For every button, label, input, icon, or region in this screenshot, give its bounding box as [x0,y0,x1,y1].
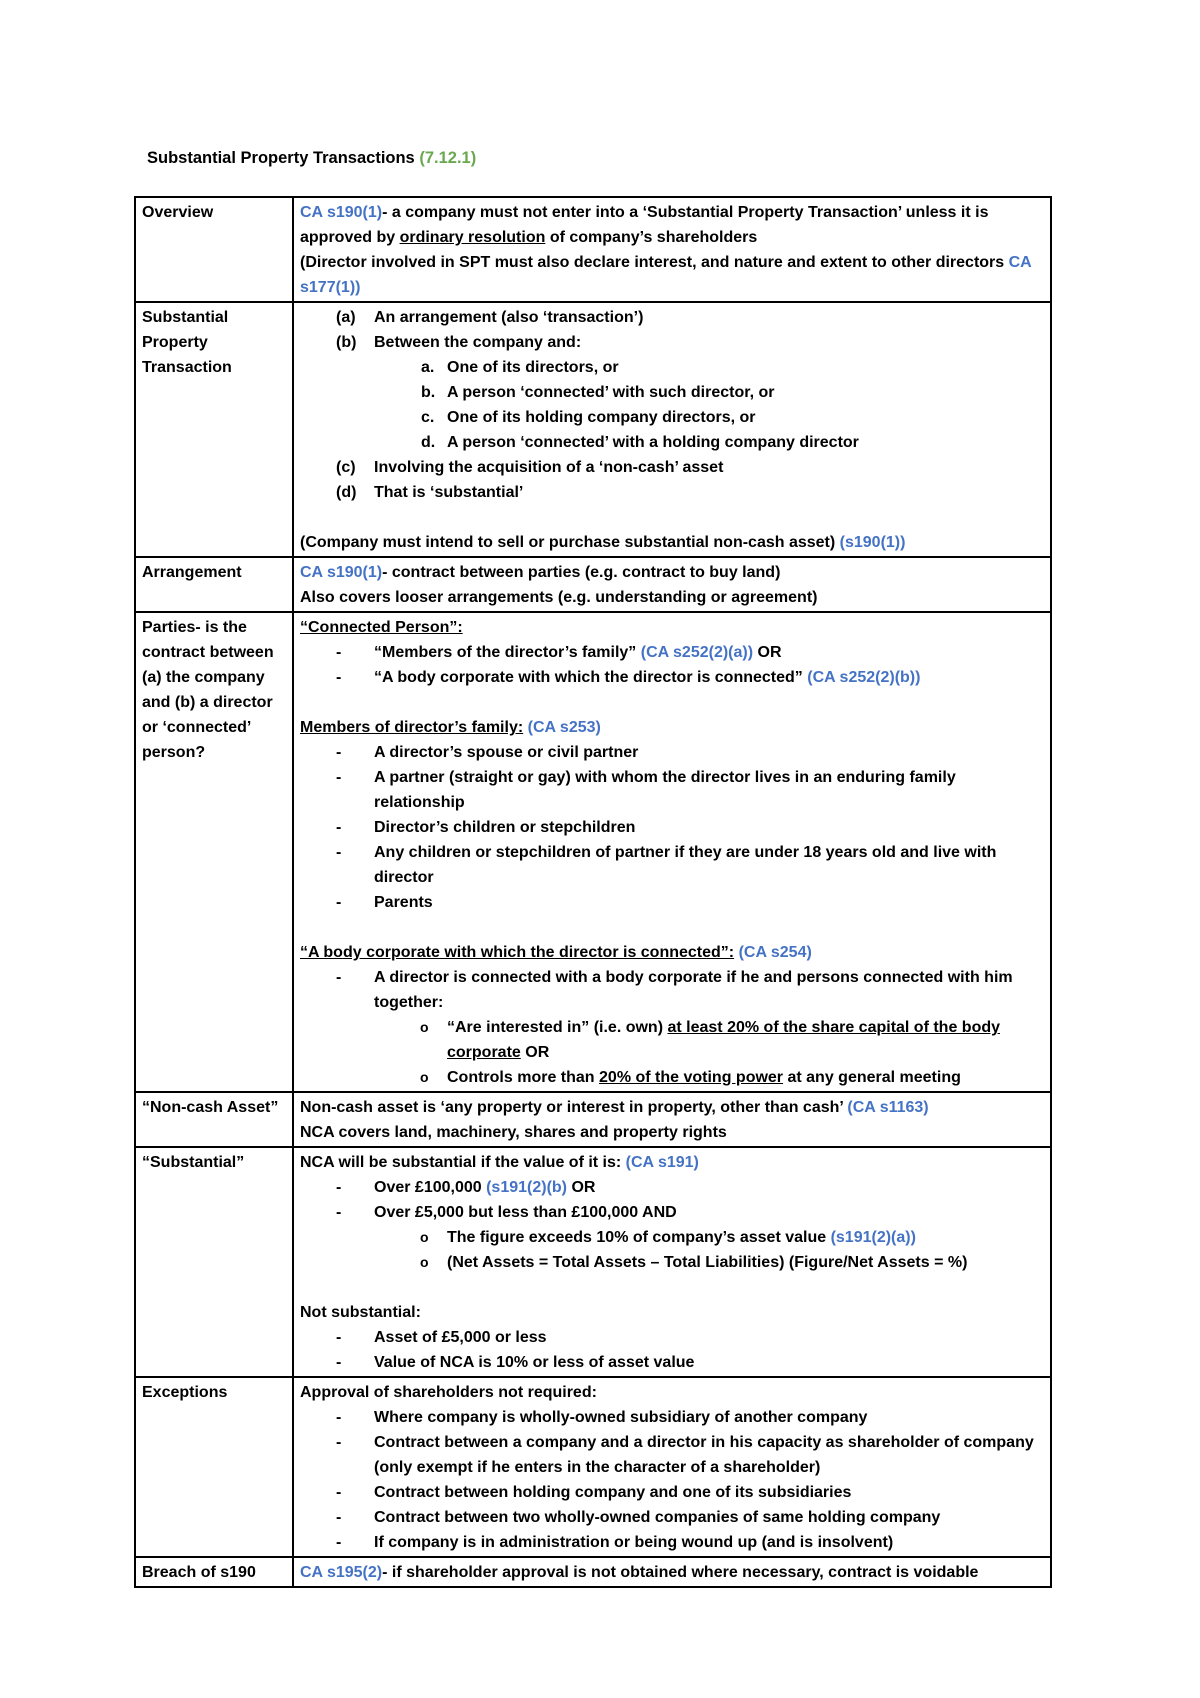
list-item: - Any children or stepchildren of partner if they are under 18 years old and live with director [336,844,997,886]
subheading: “Connected Person”: [300,619,463,636]
row-term: Overview [135,197,293,302]
table-row [135,1092,1051,1147]
subheading: “A body corporate with which the director is connected”: [300,944,735,961]
row-content: Non-cash asset is ‘any property or interest in property, other than cash’ (CA s1163) NCA covers land, machinery, shares and property rights [293,1092,1051,1147]
list-item: - If company is in administration or being wound up (and is insolvent) [336,1534,894,1551]
list-item: d. A person ‘connected’ with a holding company director [421,434,859,451]
list-item: a. One of its directors, or [421,359,619,376]
list-item: - “Members of the director’s family” (CA s252(2)(a)) OR [336,644,782,661]
subheading: Approval of shareholders not required: [300,1384,597,1401]
list-item: o Controls more than 20% of the voting power at any general meeting [420,1069,961,1086]
row-term: Substantial Property Transaction [135,302,293,557]
list-item: (a) An arrangement (also ‘transaction’) [336,309,644,326]
list-item: - A director is connected with a body corporate if he and persons connected with him together: [336,969,1013,1011]
list-item: b. A person ‘connected’ with such director, or [421,384,775,401]
table-row [135,197,1051,302]
statute-ref: CA s190(1) [300,564,383,581]
list-item: - Value of NCA is 10% or less of asset value [336,1354,695,1371]
statute-ref: CA s190(1) [300,204,383,221]
subheading: Not substantial: [300,1304,421,1321]
statute-ref: CA s177(1)) [300,254,1032,296]
row-content: CA s195(2)- if shareholder approval is not obtained where necessary, contract is voidable [293,1557,1051,1587]
row-term: Exceptions [135,1377,293,1557]
list-item: (d) That is ‘substantial’ [336,484,524,501]
table-row [135,1377,1051,1557]
list-item: - A director’s spouse or civil partner [336,744,639,761]
table-row [135,1557,1051,1587]
table-row [135,557,1051,612]
list-item: - Where company is wholly-owned subsidiary of another company [336,1409,868,1426]
list-item: o (Net Assets = Total Assets – Total Liabilities) (Figure/Net Assets = %) [420,1254,968,1271]
spt-table [134,196,1052,1588]
row-term: “Substantial” [135,1147,293,1377]
list-item: - Director’s children or stepchildren [336,819,636,836]
row-term: Breach of s190 [135,1557,293,1587]
list-item: (c) Involving the acquisition of a ‘non-cash’ asset [336,459,724,476]
list-item: o “Are interested in” (i.e. own) at least 20% of the share capital of the body corporate OR [420,1019,1001,1061]
statute-ref: (s190(1)) [839,534,906,551]
page-title [147,149,476,168]
row-content: NCA will be substantial if the value of it is: (CA s191) - Over £100,000 (s191(2)(b) OR - Over £5,000 but less than £100,000 AND o The figure exceeds 10% of company’s asset value (s191(2)(a)) o (Net Assets = Total Assets – Total Liabilities) (Figure/Net Assets = %) Not substantial: - Asset of £5,000 or less - Value of NCA is 10% or less of asset value [293,1147,1051,1377]
row-content: “Connected Person”: - “Members of the director’s family” (CA s252(2)(a)) OR - “A body corporate with which the director is connected” (CA s252(2)(b)) Members of director’s family: (CA s253) - A director’s spouse or civil partner - A partner (straight or gay) with whom the director lives in an enduring family relationship - Director’s children or stepchildren - Any children or stepchildren of partner if they are under 18 years old and live with director - Parents “A body corporate with which the director is connected”: (CA s254) - A director is connected with a body corporate if he and persons connected with him together: o “Are interested in” (i.e. own) at least 20% of the share capital of the body corporate OR o Controls more than 20% of the voting power at any general meeting [293,612,1051,1092]
row-term: Parties- is the contract between (a) the company and (b) a director or ‘connected’ person? [135,612,293,1092]
list-item: - Over £100,000 (s191(2)(b) OR [336,1179,596,1196]
list-item: o The figure exceeds 10% of company’s asset value (s191(2)(a)) [420,1229,916,1246]
title-section-ref: (7.12.1) [419,149,477,167]
list-item: c. One of its holding company directors, or [421,409,756,426]
title-text: Substantial Property Transactions [147,149,415,167]
subheading: Members of director’s family: [300,719,524,736]
row-content: (a) An arrangement (also ‘transaction’) (b) Between the company and: a. One of its directors, or b. A person ‘connected’ with such director, or c. One of its holding company directors, or d. A person ‘connected’ with a holding company director (c) Involving the acquisition of a ‘non-cash’ asset (d) That is ‘substantial’ (Company must intend to sell or purchase substantial non-cash asset) (s190(1)) [293,302,1051,557]
row-term: Arrangement [135,557,293,612]
list-item: (b) Between the company and: [336,334,582,351]
row-term: “Non-cash Asset” [135,1092,293,1147]
table-row [135,612,1051,1092]
row-content [293,1377,1051,1557]
list-item: - A partner (straight or gay) with whom the director lives in an enduring family relationship [336,769,956,811]
row-content: CA s190(1)- a company must not enter into a ‘Substantial Property Transaction’ unless it is approved by ordinary resolution of company’s shareholders (Director involved in SPT must also declare interest, and nature and extent to other directors CA s177(1)) [293,197,1051,302]
list-item: - Contract between a company and a director in his capacity as shareholder of company (only exempt if he enters in the character of a shareholder) [336,1434,1034,1476]
list-item: - Asset of £5,000 or less [336,1329,547,1346]
list-item: - Contract between two wholly-owned companies of same holding company [336,1509,941,1526]
list-item: - “A body corporate with which the director is connected” (CA s252(2)(b)) [336,669,921,686]
table-row [135,302,1051,557]
statute-ref: CA s195(2) [300,1564,383,1581]
statute-ref: (CA s1163) [847,1099,929,1116]
list-item: - Parents [336,894,433,911]
row-content: CA s190(1)- contract between parties (e.g. contract to buy land) Also covers looser arrangements (e.g. understanding or agreement) [293,557,1051,612]
list-item: - Contract between holding company and one of its subsidiaries [336,1484,852,1501]
list-item: - Over £5,000 but less than £100,000 AND [336,1204,677,1221]
table-row [135,1147,1051,1377]
